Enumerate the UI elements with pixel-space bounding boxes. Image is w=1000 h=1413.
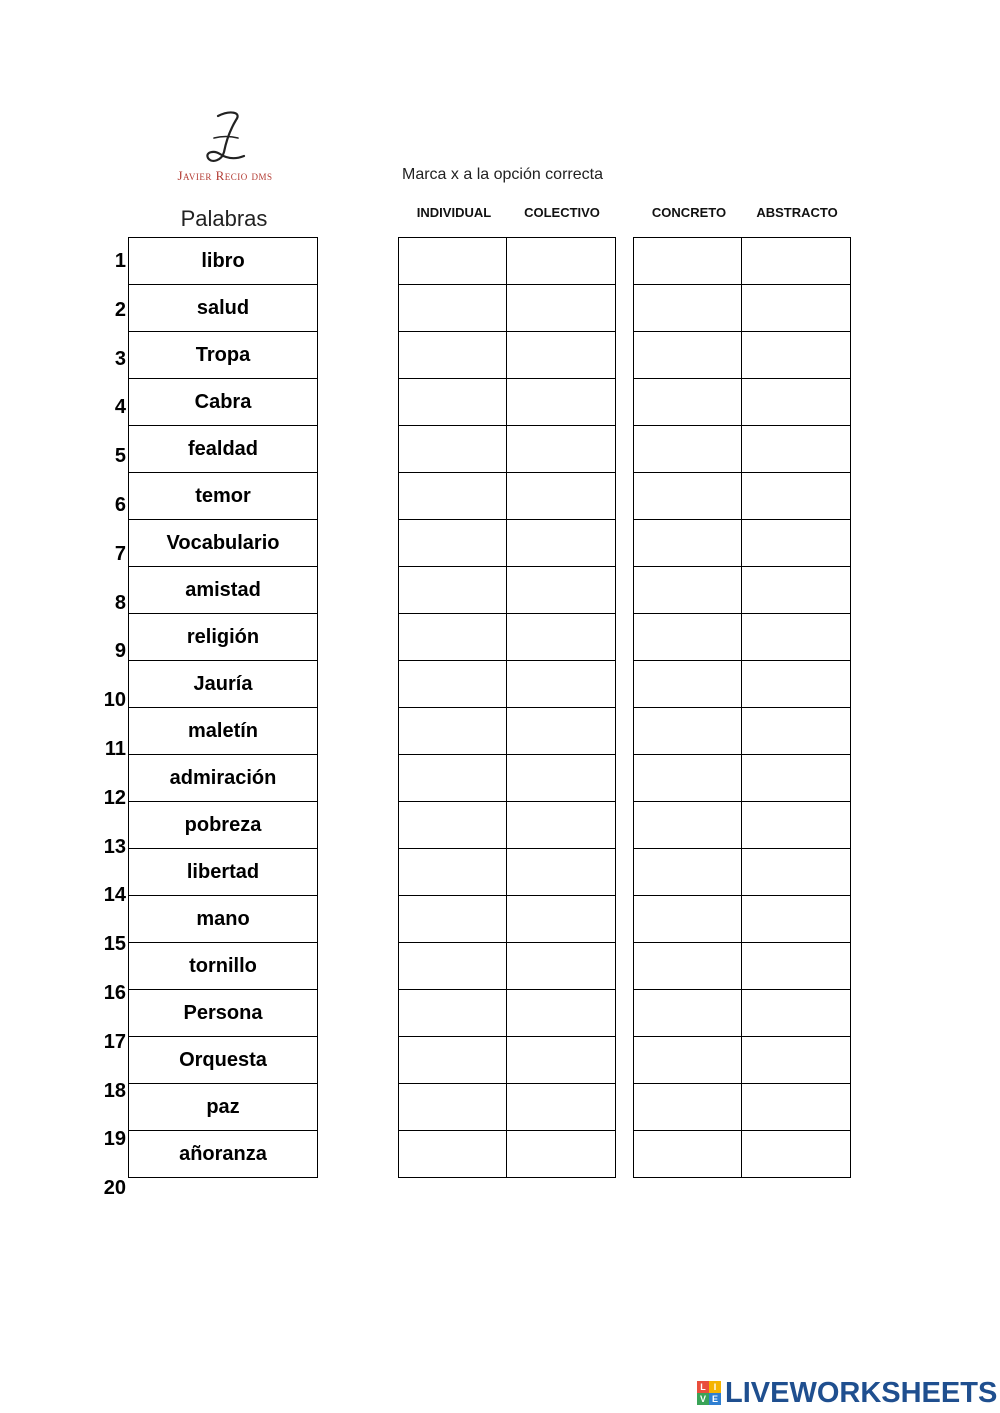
answer-cell-abstracto[interactable] (742, 849, 851, 896)
word-cell: pobreza (129, 802, 318, 849)
answer-row (399, 849, 616, 896)
answer-cell-abstracto[interactable] (742, 614, 851, 661)
answer-cell-individual[interactable] (399, 1037, 507, 1084)
word-cell: libertad (129, 849, 318, 896)
word-cell: mano (129, 896, 318, 943)
word-cell: Tropa (129, 332, 318, 379)
word-cell: temor (129, 473, 318, 520)
answer-row (399, 802, 616, 849)
answer-cell-colectivo[interactable] (507, 1037, 616, 1084)
answer-cell-concreto[interactable] (634, 379, 742, 426)
word-cell: Jauría (129, 661, 318, 708)
word-cell: salud (129, 285, 318, 332)
answer-cell-colectivo[interactable] (507, 379, 616, 426)
row-number: 18 (103, 1079, 126, 1102)
row-number: 7 (114, 542, 126, 565)
answer-row (399, 755, 616, 802)
answer-row (399, 473, 616, 520)
word-cell: Vocabulario (129, 520, 318, 567)
answer-row (399, 285, 616, 332)
logo-monogram (196, 108, 256, 168)
word-row (129, 285, 318, 332)
answer-cell-individual[interactable] (399, 426, 507, 473)
answer-row (399, 426, 616, 473)
row-number: 12 (103, 786, 126, 809)
word-row (129, 990, 318, 1037)
answer-cell-individual[interactable] (399, 896, 507, 943)
answer-cell-abstracto[interactable] (742, 1084, 851, 1131)
answer-cell-individual[interactable] (399, 332, 507, 379)
word-cell: admiración (129, 755, 318, 802)
liveworksheets-wordmark: LIVEWORKSHEETS (725, 1376, 998, 1409)
word-cell: Orquesta (129, 1037, 318, 1084)
answer-row (399, 708, 616, 755)
answer-cell-individual[interactable] (399, 802, 507, 849)
answer-cell-abstracto[interactable] (742, 332, 851, 379)
answer-cell-colectivo[interactable] (507, 896, 616, 943)
answer-row (399, 1037, 616, 1084)
answer-cell-concreto[interactable] (634, 473, 742, 520)
answer-cell-individual[interactable] (399, 1084, 507, 1131)
word-row (129, 473, 318, 520)
answer-cell-individual[interactable] (399, 567, 507, 614)
individual-colectivo-table (398, 237, 616, 1178)
answer-cell-concreto[interactable] (634, 1084, 742, 1131)
row-number: 8 (114, 591, 126, 614)
answer-row (634, 708, 851, 755)
answer-cell-individual[interactable] (399, 285, 507, 332)
word-row (129, 1131, 318, 1178)
answer-cell-individual[interactable] (399, 755, 507, 802)
row-number: 1 (114, 250, 126, 272)
answer-cell-colectivo[interactable] (507, 990, 616, 1037)
answer-cell-concreto[interactable] (634, 802, 742, 849)
word-cell: paz (129, 1084, 318, 1131)
word-row (129, 943, 318, 990)
answer-cell-concreto[interactable] (634, 1131, 742, 1178)
answer-cell-concreto[interactable] (634, 285, 742, 332)
answer-cell-colectivo[interactable] (507, 708, 616, 755)
answer-cell-abstracto[interactable] (742, 567, 851, 614)
answer-row (399, 567, 616, 614)
word-row (129, 567, 318, 614)
word-row (129, 1037, 318, 1084)
row-number: 3 (114, 347, 126, 370)
answer-row (634, 802, 851, 849)
word-row (129, 238, 318, 285)
answer-cell-colectivo[interactable] (507, 238, 616, 285)
word-row (129, 896, 318, 943)
answer-cell-colectivo[interactable] (507, 614, 616, 661)
row-number: 9 (114, 640, 126, 663)
logo-text: Javier Recio dms (177, 168, 273, 183)
word-cell: tornillo (129, 943, 318, 990)
answer-cell-abstracto[interactable] (742, 473, 851, 520)
word-cell: amistad (129, 567, 318, 614)
answer-row (399, 1131, 616, 1178)
word-row (129, 426, 318, 473)
answer-cell-abstracto[interactable] (742, 379, 851, 426)
row-number: 13 (103, 835, 126, 858)
answer-cell-abstracto[interactable] (742, 426, 851, 473)
answer-row (399, 990, 616, 1037)
answer-cell-colectivo[interactable] (507, 473, 616, 520)
answer-row (634, 849, 851, 896)
word-row (129, 802, 318, 849)
answer-cell-individual[interactable] (399, 473, 507, 520)
answer-cell-colectivo[interactable] (507, 1131, 616, 1178)
row-number: 17 (103, 1030, 126, 1053)
words-table (128, 237, 318, 1178)
answer-cell-abstracto[interactable] (742, 943, 851, 990)
answer-cell-colectivo[interactable] (507, 1084, 616, 1131)
header-colectivo: COLECTIVO (524, 205, 600, 220)
answer-row (634, 896, 851, 943)
liveworksheets-brand (697, 1377, 997, 1409)
answer-cell-abstracto[interactable] (742, 990, 851, 1037)
row-number: 2 (114, 298, 126, 321)
answer-cell-concreto[interactable] (634, 661, 742, 708)
answer-cell-colectivo[interactable] (507, 520, 616, 567)
answer-cell-concreto[interactable] (634, 943, 742, 990)
word-row (129, 614, 318, 661)
word-row (129, 379, 318, 426)
answer-cell-colectivo[interactable] (507, 802, 616, 849)
answer-cell-abstracto[interactable] (742, 708, 851, 755)
answer-cell-colectivo[interactable] (507, 567, 616, 614)
instruction-text: Marca x a la opción correcta (402, 166, 603, 183)
word-cell: libro (129, 238, 318, 285)
answer-cell-individual[interactable] (399, 708, 507, 755)
row-number: 6 (114, 494, 126, 516)
answer-cell-concreto[interactable] (634, 755, 742, 802)
word-cell: añoranza (129, 1131, 318, 1178)
answer-row (634, 1131, 851, 1178)
header-concreto: CONCRETO (651, 205, 727, 220)
row-number: 4 (114, 396, 126, 419)
answer-row (634, 426, 851, 473)
answer-cell-colectivo[interactable] (507, 426, 616, 473)
answer-row (399, 943, 616, 990)
answer-cell-abstracto[interactable] (742, 661, 851, 708)
row-number: 15 (103, 933, 126, 956)
row-number: 20 (103, 1177, 126, 1200)
answer-cell-colectivo[interactable] (507, 755, 616, 802)
answer-cell-colectivo[interactable] (507, 285, 616, 332)
answer-cell-individual[interactable] (399, 238, 507, 285)
answer-cell-colectivo[interactable] (507, 661, 616, 708)
answer-cell-individual[interactable] (399, 1131, 507, 1178)
answer-cell-abstracto[interactable] (742, 520, 851, 567)
answer-row (634, 943, 851, 990)
answer-row (634, 1084, 851, 1131)
word-cell: religión (129, 614, 318, 661)
answer-row (399, 520, 616, 567)
answer-row (399, 379, 616, 426)
answer-row (634, 332, 851, 379)
answer-cell-abstracto[interactable] (742, 1037, 851, 1084)
answer-cell-individual[interactable] (399, 849, 507, 896)
words-column-header: Palabras (180, 206, 268, 231)
row-number: 10 (103, 689, 126, 712)
answer-cell-colectivo[interactable] (507, 943, 616, 990)
answer-cell-individual[interactable] (399, 520, 507, 567)
header-abstracto: ABSTRACTO (756, 205, 838, 220)
answer-row (399, 661, 616, 708)
answer-cell-individual[interactable] (399, 943, 507, 990)
answer-cell-concreto[interactable] (634, 849, 742, 896)
row-number: 14 (103, 884, 126, 907)
answer-row (634, 755, 851, 802)
word-row (129, 661, 318, 708)
answer-row (634, 473, 851, 520)
row-number: 5 (114, 445, 126, 468)
answer-cell-colectivo[interactable] (507, 332, 616, 379)
liveworksheets-icon: L I V E (697, 1381, 721, 1405)
word-row (129, 708, 318, 755)
answer-row (634, 285, 851, 332)
answer-cell-concreto[interactable] (634, 567, 742, 614)
answer-cell-abstracto[interactable] (742, 1131, 851, 1178)
word-row (129, 332, 318, 379)
row-number: 19 (103, 1128, 126, 1151)
answer-row (634, 379, 851, 426)
answer-row (399, 238, 616, 285)
answer-cell-abstracto[interactable] (742, 802, 851, 849)
answer-row (399, 1084, 616, 1131)
answer-row (634, 567, 851, 614)
answer-cell-abstracto[interactable] (742, 238, 851, 285)
word-row (129, 755, 318, 802)
word-row (129, 849, 318, 896)
word-cell: Persona (129, 990, 318, 1037)
answer-row (634, 1037, 851, 1084)
answer-row (399, 614, 616, 661)
word-row (129, 1084, 318, 1131)
answer-cell-concreto[interactable] (634, 990, 742, 1037)
answer-cell-individual[interactable] (399, 990, 507, 1037)
answer-row (634, 990, 851, 1037)
answer-row (634, 614, 851, 661)
answer-cell-concreto[interactable] (634, 708, 742, 755)
answer-row (399, 896, 616, 943)
answer-cell-concreto[interactable] (634, 1037, 742, 1084)
word-cell: Cabra (129, 379, 318, 426)
answer-row (634, 238, 851, 285)
header-individual: INDIVIDUAL (416, 205, 492, 220)
word-row (129, 520, 318, 567)
answer-cell-concreto[interactable] (634, 426, 742, 473)
answer-cell-abstracto[interactable] (742, 896, 851, 943)
answer-cell-concreto[interactable] (634, 520, 742, 567)
word-cell: fealdad (129, 426, 318, 473)
answer-row (634, 661, 851, 708)
answer-row (634, 520, 851, 567)
answer-cell-individual[interactable] (399, 379, 507, 426)
answer-cell-abstracto[interactable] (742, 285, 851, 332)
answer-cell-individual[interactable] (399, 661, 507, 708)
row-number: 16 (103, 982, 126, 1004)
answer-row (399, 332, 616, 379)
answer-cell-concreto[interactable] (634, 332, 742, 379)
answer-cell-abstracto[interactable] (742, 755, 851, 802)
answer-cell-concreto[interactable] (634, 238, 742, 285)
answer-cell-concreto[interactable] (634, 614, 742, 661)
answer-cell-individual[interactable] (399, 614, 507, 661)
row-number: 11 (104, 738, 126, 760)
answer-cell-colectivo[interactable] (507, 849, 616, 896)
word-cell: maletín (129, 708, 318, 755)
answer-cell-concreto[interactable] (634, 896, 742, 943)
concreto-abstracto-table (633, 237, 851, 1178)
